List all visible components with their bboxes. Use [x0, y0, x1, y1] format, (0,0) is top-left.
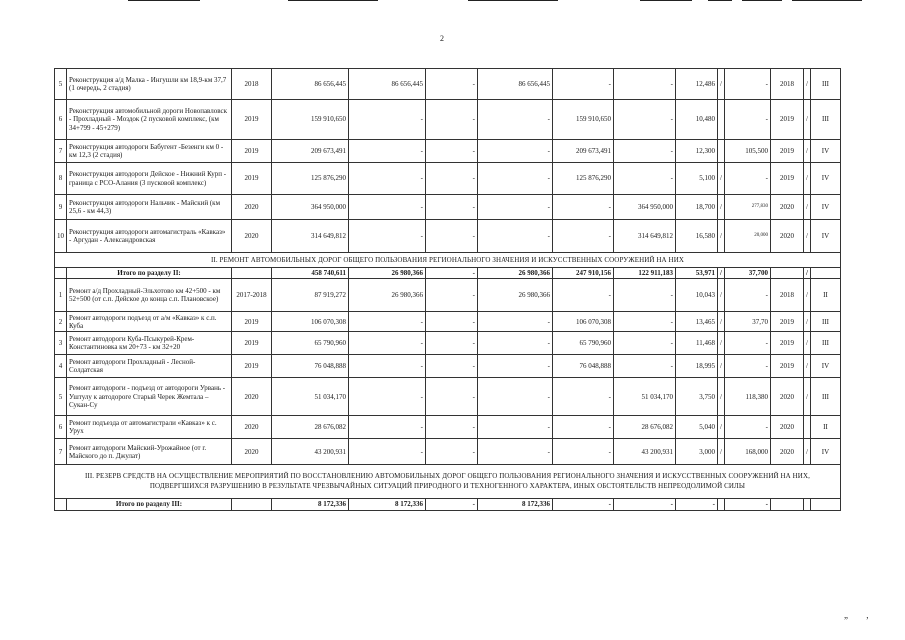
- section2-total-sum: 458 740,611: [272, 268, 349, 279]
- amount-c-cell: -: [478, 100, 553, 140]
- amount-c-cell: 26 980,366: [478, 279, 553, 312]
- slash-mark-cell: /: [718, 416, 725, 439]
- completion-year-cell: 2019: [771, 100, 804, 140]
- amount-c-cell: -: [478, 439, 553, 465]
- object-name-cell: Реконструкция а/д Малка - Ингушли км 18,9-км 37,7 (1 очередь, 2 стадия): [67, 69, 232, 100]
- scan-top-rule-1: [128, 0, 200, 1]
- amount-b-cell: -: [426, 416, 478, 439]
- completion-year-cell: 2019: [771, 355, 804, 378]
- amount-b-cell: -: [426, 355, 478, 378]
- slash-mark-cell: /: [804, 100, 811, 140]
- amount-b-cell: -: [426, 163, 478, 195]
- completion-year-cell: 2020: [771, 220, 804, 253]
- section3-total-a: 8 172,336: [349, 499, 426, 510]
- slash-mark-cell: [718, 140, 725, 163]
- completion-year-cell: 2019: [771, 312, 804, 332]
- row-number-cell: 9: [55, 195, 67, 220]
- slash-mark-cell: /: [804, 439, 811, 465]
- slash-mark-cell: /: [804, 140, 811, 163]
- scan-top-rule-4: [640, 0, 692, 1]
- amount-a-cell: 86 656,445: [349, 69, 426, 100]
- slash-mark-cell: /: [718, 69, 725, 100]
- total-num-cell: [55, 499, 67, 510]
- row-number-cell: 8: [55, 163, 67, 195]
- object-name-cell: Ремонт автодороги подъезд от а/м «Кавказ» к с.п. Куба: [67, 312, 232, 332]
- total-cost-cell: 28 676,082: [272, 416, 349, 439]
- section2-total-capacity: 37,700: [725, 268, 771, 279]
- amount-e-cell: -: [614, 163, 676, 195]
- section2-total-d: 247 910,156: [553, 268, 614, 279]
- slash-mark-cell: /: [718, 195, 725, 220]
- period-cell: 2020: [232, 416, 272, 439]
- row-number-cell: 3: [55, 332, 67, 355]
- section2-title: II. РЕМОНТ АВТОМОБИЛЬНЫХ ДОРОГ ОБЩЕГО ПОЛЬЗОВАНИЯ РЕГИОНАЛЬНОГО ЗНАЧЕНИЯ И ИСКУССТВЕННЫХ СООРУЖЕНИЙ НА НИХ: [55, 253, 841, 268]
- amount-d-cell: -: [553, 378, 614, 416]
- road-category-cell: IV: [811, 195, 841, 220]
- table-row: [55, 332, 841, 355]
- amount-e-cell: -: [614, 69, 676, 100]
- completion-year-cell: 2020: [771, 439, 804, 465]
- section2-total-a: 26 980,366: [349, 268, 426, 279]
- amount-d-cell: 159 910,650: [553, 100, 614, 140]
- amount-a-cell: -: [349, 378, 426, 416]
- corner-marks: „ ,: [844, 610, 877, 620]
- period-cell: 2020: [232, 220, 272, 253]
- capacity-cell: -: [725, 279, 771, 312]
- row-number-cell: 6: [55, 416, 67, 439]
- total-slash-cell: [718, 499, 725, 510]
- capacity-cell: 168,000: [725, 439, 771, 465]
- length-km-cell: 3,750: [676, 378, 718, 416]
- amount-d-cell: -: [553, 195, 614, 220]
- object-name-cell: Ремонт автодороги - подъезд от автодороги Урвань - Уштулу к автодороге Старый Черек Жемтала – Сукан-Су: [67, 378, 232, 416]
- slash-mark-cell: /: [804, 69, 811, 100]
- period-cell: 2017-2018: [232, 279, 272, 312]
- total-num-cell: [55, 268, 67, 279]
- capacity-cell: -: [725, 69, 771, 100]
- capacity-cell: 277,830: [725, 195, 771, 220]
- length-km-cell: 10,480: [676, 100, 718, 140]
- total-cost-cell: 106 070,308: [272, 312, 349, 332]
- amount-d-cell: -: [553, 69, 614, 100]
- amount-d-cell: 209 673,491: [553, 140, 614, 163]
- slash-mark-cell: /: [804, 312, 811, 332]
- amount-a-cell: -: [349, 100, 426, 140]
- section3-total-b: -: [426, 499, 478, 510]
- amount-c-cell: -: [478, 195, 553, 220]
- amount-a-cell: -: [349, 439, 426, 465]
- table-row: [55, 100, 841, 140]
- period-cell: 2019: [232, 100, 272, 140]
- period-cell: 2019: [232, 163, 272, 195]
- capacity-cell: 105,500: [725, 140, 771, 163]
- row-number-cell: 7: [55, 140, 67, 163]
- row-number-cell: 4: [55, 355, 67, 378]
- section3-total-capacity: -: [725, 499, 771, 510]
- amount-a-cell: -: [349, 312, 426, 332]
- total-year-cell: [232, 499, 272, 510]
- amount-d-cell: -: [553, 439, 614, 465]
- total-cost-cell: 76 048,888: [272, 355, 349, 378]
- capacity-cell: 20,000: [725, 220, 771, 253]
- amount-d-cell: -: [553, 220, 614, 253]
- scan-top-rule-6: [742, 0, 782, 1]
- amount-e-cell: 28 676,082: [614, 416, 676, 439]
- total-slash2-cell: [804, 499, 811, 510]
- slash-mark-cell: [718, 100, 725, 140]
- length-km-cell: 10,043: [676, 279, 718, 312]
- length-km-cell: 11,468: [676, 332, 718, 355]
- road-category-cell: III: [811, 100, 841, 140]
- amount-b-cell: -: [426, 195, 478, 220]
- road-category-cell: IV: [811, 163, 841, 195]
- amount-b-cell: -: [426, 100, 478, 140]
- row-number-cell: 7: [55, 439, 67, 465]
- completion-year-cell: 2020: [771, 378, 804, 416]
- slash-mark-cell: /: [804, 378, 811, 416]
- slash-mark-cell: /: [718, 220, 725, 253]
- section2-total-slash: /: [718, 268, 725, 279]
- capacity-cell: -: [725, 416, 771, 439]
- section2-total-label: Итого по разделу II:: [67, 268, 232, 279]
- total-cost-cell: 314 649,812: [272, 220, 349, 253]
- length-km-cell: 18,995: [676, 355, 718, 378]
- object-name-cell: Реконструкция автомобильной дороги Новопавловск - Прохладный - Моздок (2 пусковой комплекс, (км 34+799 - 45+279): [67, 100, 232, 140]
- slash-mark-cell: /: [804, 355, 811, 378]
- object-name-cell: Реконструкция автодороги Дейское - Нижний Курп - граница с РСО-Алания (3 пусковой комплекс): [67, 163, 232, 195]
- total-cost-cell: 209 673,491: [272, 140, 349, 163]
- amount-b-cell: -: [426, 332, 478, 355]
- amount-d-cell: -: [553, 279, 614, 312]
- object-name-cell: Ремонт а/д Прохладный-Эльхотово км 42+500 - км 52+500 (от с.п. Дейское до конца с.п. Плановское): [67, 279, 232, 312]
- road-category-cell: IV: [811, 439, 841, 465]
- section2-total-e: 122 911,183: [614, 268, 676, 279]
- amount-c-cell: -: [478, 163, 553, 195]
- section3-total-c: 8 172,336: [478, 499, 553, 510]
- amount-a-cell: -: [349, 195, 426, 220]
- table-row: [55, 355, 841, 378]
- section2-header-row: [55, 253, 841, 268]
- period-cell: 2019: [232, 312, 272, 332]
- scan-top-rule-5: [708, 0, 732, 1]
- amount-c-cell: -: [478, 355, 553, 378]
- amount-e-cell: 364 950,000: [614, 195, 676, 220]
- capacity-cell: 37,70: [725, 312, 771, 332]
- period-cell: 2020: [232, 378, 272, 416]
- section2-total-b: -: [426, 268, 478, 279]
- section2-rows: [55, 279, 841, 465]
- completion-year-cell: 2020: [771, 195, 804, 220]
- page-number: 2: [440, 34, 444, 43]
- amount-c-cell: 86 656,445: [478, 69, 553, 100]
- capacity-cell: -: [725, 100, 771, 140]
- amount-a-cell: -: [349, 416, 426, 439]
- capacity-cell: -: [725, 163, 771, 195]
- total-cost-cell: 125 876,290: [272, 163, 349, 195]
- completion-year-cell: 2018: [771, 69, 804, 100]
- total-cost-cell: 364 950,000: [272, 195, 349, 220]
- period-cell: 2018: [232, 69, 272, 100]
- table-row: [55, 140, 841, 163]
- slash-mark-cell: /: [718, 332, 725, 355]
- completion-year-cell: 2019: [771, 163, 804, 195]
- table-row: [55, 416, 841, 439]
- length-km-cell: 5,040: [676, 416, 718, 439]
- total-cost-cell: 86 656,445: [272, 69, 349, 100]
- amount-b-cell: -: [426, 69, 478, 100]
- section3-block: [55, 465, 841, 510]
- amount-a-cell: -: [349, 220, 426, 253]
- road-category-cell: IV: [811, 355, 841, 378]
- amount-e-cell: -: [614, 100, 676, 140]
- length-km-cell: 18,700: [676, 195, 718, 220]
- slash-mark-cell: /: [804, 163, 811, 195]
- row-number-cell: 6: [55, 100, 67, 140]
- slash-mark-cell: /: [804, 220, 811, 253]
- amount-b-cell: -: [426, 378, 478, 416]
- section3-total-length: -: [676, 499, 718, 510]
- amount-a-cell: -: [349, 163, 426, 195]
- total-category-cell: [811, 499, 841, 510]
- total-year-cell: [232, 268, 272, 279]
- slash-mark-cell: [804, 416, 811, 439]
- period-cell: 2019: [232, 355, 272, 378]
- scan-top-rule-3: [468, 0, 558, 1]
- section2-total-row: [55, 268, 841, 279]
- scan-top-rule-7: [792, 0, 862, 1]
- section1-rows: [55, 69, 841, 253]
- length-km-cell: 16,580: [676, 220, 718, 253]
- amount-d-cell: 125 876,290: [553, 163, 614, 195]
- total-done-year-cell: [771, 499, 804, 510]
- capacity-cell: 118,380: [725, 378, 771, 416]
- object-name-cell: Реконструкция автодороги Бабугент -Безенги км 0 - км 12,3 (2 стадия): [67, 140, 232, 163]
- period-cell: 2020: [232, 195, 272, 220]
- capacity-cell: -: [725, 355, 771, 378]
- slash-mark-cell: /: [718, 279, 725, 312]
- completion-year-cell: 2020: [771, 416, 804, 439]
- section2-total-slash2: /: [804, 268, 811, 279]
- amount-b-cell: -: [426, 439, 478, 465]
- amount-e-cell: -: [614, 332, 676, 355]
- amount-d-cell: 106 070,308: [553, 312, 614, 332]
- section2-total-length: 53,971: [676, 268, 718, 279]
- amount-d-cell: 65 790,960: [553, 332, 614, 355]
- amount-a-cell: -: [349, 332, 426, 355]
- total-cost-cell: 65 790,960: [272, 332, 349, 355]
- section3-total-sum: 8 172,336: [272, 499, 349, 510]
- scan-top-rule-2: [288, 0, 378, 1]
- object-name-cell: Ремонт автодороги Куба-Псыкурей-Крем-Константиновка км 20+73 - км 32+20: [67, 332, 232, 355]
- section3-total-label: Итого по разделу III:: [67, 499, 232, 510]
- slash-mark-cell: /: [718, 378, 725, 416]
- amount-c-cell: -: [478, 416, 553, 439]
- amount-b-cell: -: [426, 279, 478, 312]
- road-category-cell: III: [811, 378, 841, 416]
- section2-block: [55, 253, 841, 279]
- road-category-cell: III: [811, 332, 841, 355]
- road-category-cell: IV: [811, 220, 841, 253]
- length-km-cell: 13,465: [676, 312, 718, 332]
- total-cost-cell: 87 919,272: [272, 279, 349, 312]
- amount-e-cell: 51 034,170: [614, 378, 676, 416]
- row-number-cell: 10: [55, 220, 67, 253]
- road-category-cell: IV: [811, 140, 841, 163]
- section2-total-c: 26 980,366: [478, 268, 553, 279]
- object-name-cell: Реконструкция автодороги Нальчик - Майский (км 25,6 - км 44,3): [67, 195, 232, 220]
- row-number-cell: 2: [55, 312, 67, 332]
- amount-c-cell: -: [478, 312, 553, 332]
- completion-year-cell: 2019: [771, 332, 804, 355]
- length-km-cell: 5,100: [676, 163, 718, 195]
- table-row: [55, 439, 841, 465]
- road-category-cell: II: [811, 279, 841, 312]
- table-row: [55, 279, 841, 312]
- amount-d-cell: 76 048,888: [553, 355, 614, 378]
- amount-e-cell: -: [614, 279, 676, 312]
- amount-e-cell: 43 200,931: [614, 439, 676, 465]
- capacity-cell: -: [725, 332, 771, 355]
- table-row: [55, 312, 841, 332]
- amount-e-cell: -: [614, 312, 676, 332]
- total-cost-cell: 51 034,170: [272, 378, 349, 416]
- table-row: [55, 163, 841, 195]
- table-row: [55, 220, 841, 253]
- total-done-year-cell: [771, 268, 804, 279]
- object-name-cell: Ремонт подъезда от автомагистрали «Кавказ» к с. Урух: [67, 416, 232, 439]
- total-category-cell: [811, 268, 841, 279]
- slash-mark-cell: /: [804, 195, 811, 220]
- amount-a-cell: 26 980,366: [349, 279, 426, 312]
- table-row: [55, 69, 841, 100]
- row-number-cell: 1: [55, 279, 67, 312]
- road-category-cell: III: [811, 312, 841, 332]
- amount-b-cell: -: [426, 140, 478, 163]
- amount-e-cell: 314 649,812: [614, 220, 676, 253]
- section3-total-d: -: [553, 499, 614, 510]
- period-cell: 2019: [232, 332, 272, 355]
- amount-b-cell: -: [426, 312, 478, 332]
- completion-year-cell: 2018: [771, 279, 804, 312]
- section3-header-row: [55, 465, 841, 499]
- amount-c-cell: -: [478, 140, 553, 163]
- section3-total-e: -: [614, 499, 676, 510]
- slash-mark-cell: /: [804, 279, 811, 312]
- amount-d-cell: -: [553, 416, 614, 439]
- period-cell: 2019: [232, 140, 272, 163]
- section3-total-row: [55, 499, 841, 510]
- total-cost-cell: 43 200,931: [272, 439, 349, 465]
- amount-c-cell: -: [478, 332, 553, 355]
- slash-mark-cell: /: [718, 163, 725, 195]
- object-name-cell: Ремонт автодороги Прохладный - Лесной-Солдатская: [67, 355, 232, 378]
- section3-title: III. РЕЗЕРВ СРЕДСТВ НА ОСУЩЕСТВЛЕНИЕ МЕРОПРИЯТИЙ ПО ВОССТАНОВЛЕНИЮ АВТОМОБИЛЬНЫХ ДОРОГ ОБЩЕГО ПОЛЬЗОВАНИЯ РЕГИОНАЛЬНОГО ЗНАЧЕНИЯ И ИСКУССТВЕННЫХ СООРУЖЕНИЙ НА НИХ, ПОДВЕРГШИХСЯ РАЗРУШЕНИЮ В РЕЗУЛЬТАТЕ ЧРЕЗВЫЧАЙНЫХ СИТУАЦИЙ ПРИРОДНОГО И ТЕХНОГЕННОГО ХАРАКТЕРА, ИНЫХ ОБСТОЯТЕЛЬСТВ НЕПРЕОДОЛИМОЙ СИЛЫ: [55, 465, 841, 499]
- amount-b-cell: -: [426, 220, 478, 253]
- row-number-cell: 5: [55, 69, 67, 100]
- completion-year-cell: 2019: [771, 140, 804, 163]
- slash-mark-cell: /: [718, 439, 725, 465]
- object-name-cell: Реконструкция автодороги автомагистраль «Кавказ» - Аргудан - Александровская: [67, 220, 232, 253]
- amount-c-cell: -: [478, 378, 553, 416]
- table-row: [55, 195, 841, 220]
- object-name-cell: Ремонт автодороги Майский-Урожайное (от г. Майского до п. Джулат): [67, 439, 232, 465]
- length-km-cell: 12,300: [676, 140, 718, 163]
- row-number-cell: 5: [55, 378, 67, 416]
- period-cell: 2020: [232, 439, 272, 465]
- length-km-cell: 12,486: [676, 69, 718, 100]
- program-table: [54, 68, 841, 511]
- table-row: [55, 378, 841, 416]
- road-category-cell: II: [811, 416, 841, 439]
- slash-mark-cell: /: [718, 312, 725, 332]
- length-km-cell: 3,000: [676, 439, 718, 465]
- amount-e-cell: -: [614, 140, 676, 163]
- slash-mark-cell: /: [718, 355, 725, 378]
- road-category-cell: III: [811, 69, 841, 100]
- amount-c-cell: -: [478, 220, 553, 253]
- amount-a-cell: -: [349, 140, 426, 163]
- total-cost-cell: 159 910,650: [272, 100, 349, 140]
- amount-a-cell: -: [349, 355, 426, 378]
- slash-mark-cell: /: [804, 332, 811, 355]
- amount-e-cell: -: [614, 355, 676, 378]
